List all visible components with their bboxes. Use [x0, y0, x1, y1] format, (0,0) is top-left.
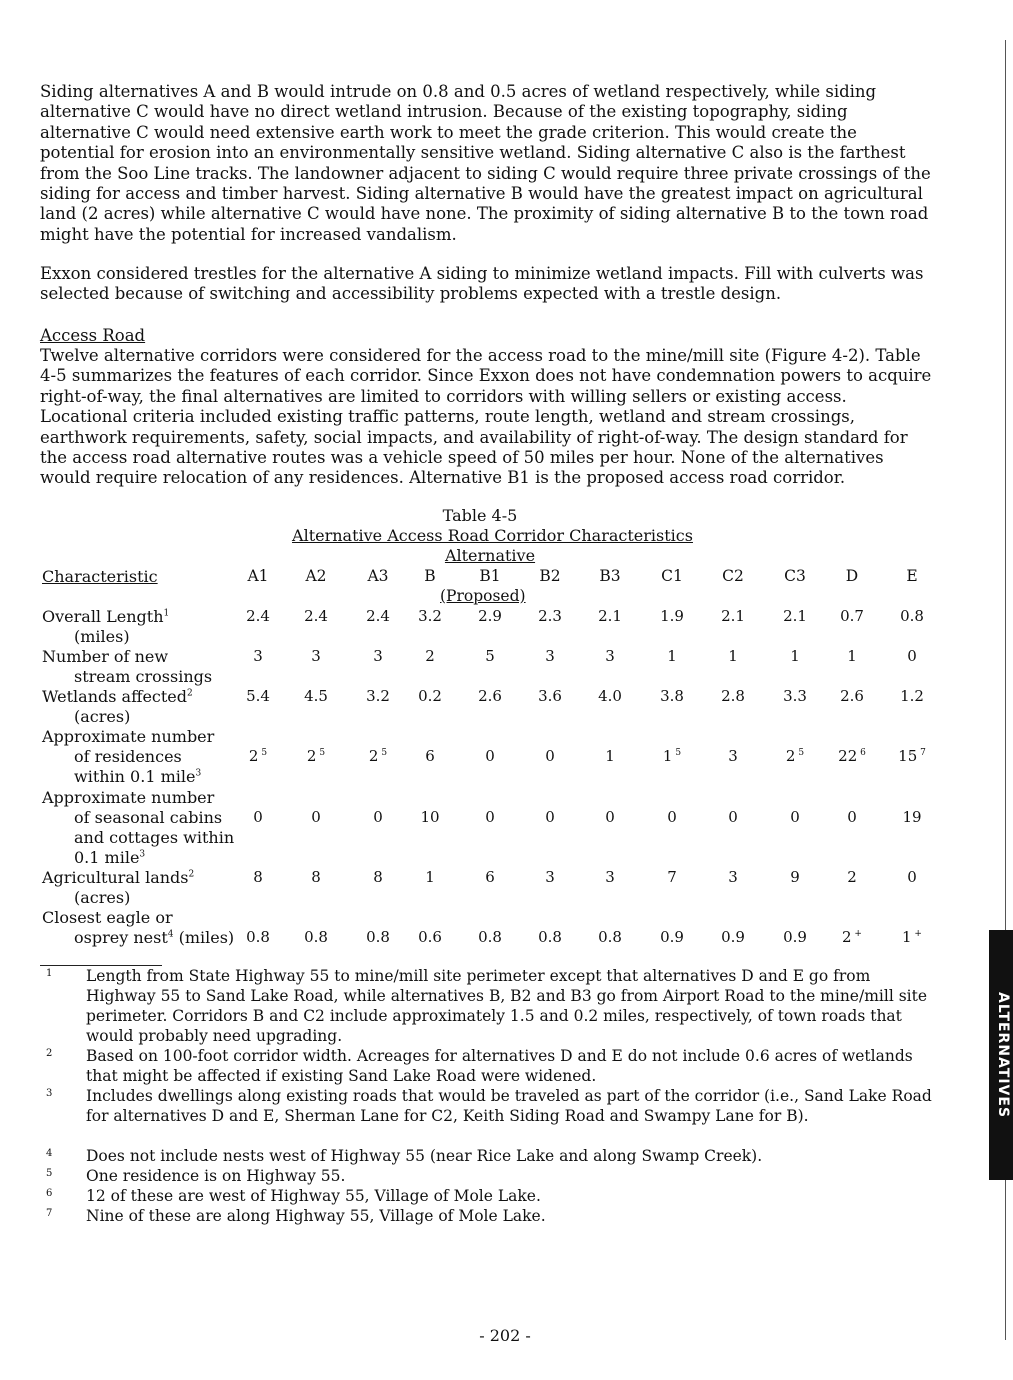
cell-value: 15: [898, 747, 918, 765]
row-label: [42, 868, 194, 908]
cell-value: 0: [253, 808, 263, 826]
cell-footnote-ref: 5: [378, 748, 388, 758]
cell-value: 3: [605, 647, 615, 665]
cell-value: 1.2: [900, 687, 924, 705]
table-cell: [525, 868, 575, 886]
row-label-line: Agricultural lands: [42, 868, 189, 887]
table-cell: [353, 647, 403, 665]
cell-value: 3: [373, 647, 383, 665]
column-header-b: B: [424, 567, 436, 585]
table-cell: [770, 687, 820, 705]
cell-value: 1: [605, 747, 615, 765]
table-cell: [405, 687, 455, 705]
cell-footnote-ref: +: [911, 929, 922, 939]
row-label-line: Approximate number: [42, 727, 215, 746]
table-cell: [770, 808, 820, 826]
table-cell: [405, 747, 455, 765]
table-cell: [233, 687, 283, 705]
table-cell: [770, 747, 820, 765]
table-number: Table 4-5: [442, 506, 518, 525]
cell-value: 10: [420, 808, 440, 826]
cell-value: 1: [667, 647, 677, 665]
table-cell: [525, 647, 575, 665]
table-cell: [708, 607, 758, 625]
cell-footnote-ref: 5: [316, 748, 326, 758]
row-label: [42, 908, 234, 948]
cell-value: 0.8: [366, 928, 390, 946]
footnote-text: Does not include nests west of Highway 55 (near Rice Lake and along Swamp Creek).: [86, 1147, 763, 1165]
row-label-line: (acres): [74, 707, 131, 726]
table-cell: [353, 928, 403, 946]
column-header-c3: C3: [784, 567, 806, 585]
access-road-paragraph: Twelve alternative corridors were considered for the access road to the mine/mill site (Figure 4-2). Table 4-5 summarizes the features of each corridor. Since Exxon does not have condemnation powers to acquire right-of-way, the final alternatives are limited to corridors with willing sellers or existing access. Locational criteria included existing traffic patterns, route length, wetland and stream crossings, earthwork requirements, safety, social impacts, and availability of right-of-way. The design standard for the access road alternative routes was a vehicle speed of 50 miles per hour. None of the alternatives would require relocation of any residences. Alternative B1 is the proposed access road corridor.: [40, 346, 932, 488]
footnote-text: Length from State Highway 55 to mine/mill site perimeter except that alternatives D and E go from Highway 55 to Sand Lake Road, while alternatives B, B2 and B3 go from Airport Road to the mine/mill site perimeter. Corridors B and C2 include approximately 1.5 and 0.2 miles, respectively, of town roads that would probably need upgrading.: [86, 967, 928, 1045]
cell-value: 1: [425, 868, 435, 886]
table-cell: [465, 808, 515, 826]
footnote-item: [40, 966, 940, 1046]
cell-value: 2: [248, 747, 259, 765]
table-cell: [585, 928, 635, 946]
footnote-ref: 3: [195, 768, 202, 779]
cell-value: 1: [902, 928, 912, 946]
table-cell: [770, 647, 820, 665]
cell-value: 3.3: [783, 687, 807, 705]
cell-value: 0.6: [418, 928, 442, 946]
table-cell: [708, 808, 758, 826]
cell-value: 3.8: [660, 687, 684, 705]
row-label-line: Number of new: [42, 647, 169, 666]
row-label-line: osprey nest: [74, 928, 168, 947]
table-cell: [465, 747, 515, 765]
table-cell: [291, 687, 341, 705]
table-cell: [233, 808, 283, 826]
table-cell: [887, 868, 937, 886]
column-header-c2: C2: [722, 567, 744, 585]
table-cell: [770, 868, 820, 886]
cell-value: 2.1: [721, 607, 745, 625]
proposed-label: (Proposed): [440, 587, 526, 605]
cell-value: 0: [485, 747, 495, 765]
table-cell: [525, 687, 575, 705]
cell-value: 0.9: [721, 928, 745, 946]
table-cell: [405, 607, 455, 625]
cell-value: 3: [605, 868, 615, 886]
column-header-a3: A3: [367, 567, 389, 585]
footnote-item: [40, 1146, 940, 1166]
footnote-mark: 3: [46, 1088, 53, 1099]
table-cell: [291, 647, 341, 665]
cell-value: 2: [306, 747, 317, 765]
footnote-mark: 1: [46, 968, 53, 979]
table-cell: [887, 607, 937, 625]
table-cell: [585, 687, 635, 705]
footnote-text: Based on 100-foot corridor width. Acreages for alternatives D and E do not include 0.6 acres of wetlands that might be affected if existing Sand Lake Road were widened.: [86, 1047, 913, 1085]
cell-footnote-ref: 6: [857, 748, 866, 758]
table-title: Alternative Access Road Corridor Characteristics: [292, 526, 693, 545]
cell-value: 5.4: [246, 687, 270, 705]
table-cell: [827, 747, 877, 765]
row-label: [42, 687, 193, 727]
table-cell: [353, 747, 403, 765]
column-header-d: D: [845, 567, 859, 585]
cell-value: 1: [728, 647, 738, 665]
column-header-b1: B1: [479, 567, 501, 585]
cell-value: 0: [605, 808, 615, 826]
cell-value: 0: [907, 647, 917, 665]
cell-value: 2: [785, 747, 796, 765]
footnote-ref: 1: [163, 608, 170, 619]
table-cell: [647, 868, 697, 886]
cell-value: 8: [311, 868, 321, 886]
row-label: [42, 727, 214, 787]
section-side-tab: [989, 930, 1013, 1180]
table-cell: [887, 687, 937, 705]
cell-value: 0: [545, 747, 555, 765]
table-cell: [827, 928, 877, 946]
alternative-group-header: Alternative: [444, 546, 536, 565]
footnote-item: [40, 1166, 940, 1186]
footnote-ref: 4: [167, 929, 174, 940]
cell-value: 0: [311, 808, 321, 826]
table-cell: [465, 647, 515, 665]
cell-value: 3: [545, 868, 555, 886]
table-cell: [525, 607, 575, 625]
cell-value: 3: [728, 747, 738, 765]
cell-value: 0.9: [660, 928, 684, 946]
cell-value: 6: [425, 747, 435, 765]
table-cell: [233, 607, 283, 625]
cell-value: 0: [790, 808, 800, 826]
table-cell: [647, 928, 697, 946]
table-cell: [708, 647, 758, 665]
table-cell: [827, 647, 877, 665]
row-label-line: Approximate number: [42, 788, 215, 807]
table-cell: [233, 747, 283, 765]
footnote-text: Nine of these are along Highway 55, Village of Mole Lake.: [86, 1207, 546, 1225]
row-label-line: and cottages within: [74, 828, 235, 847]
table-cell: [887, 747, 937, 765]
footnote-item: [40, 1206, 940, 1226]
table-cell: [647, 808, 697, 826]
cell-value: 0: [907, 868, 917, 886]
cell-value: 9: [790, 868, 800, 886]
footnote-item: [40, 1046, 940, 1086]
row-label-rest: (miles): [173, 928, 235, 947]
table-cell: [770, 607, 820, 625]
table-cell: [647, 687, 697, 705]
table-cell: [233, 647, 283, 665]
side-tab-label: ALTERNATIVES: [995, 991, 1011, 1119]
cell-value: 4.0: [598, 687, 622, 705]
cell-value: 0.9: [783, 928, 807, 946]
row-label-line: Wetlands affected: [42, 687, 188, 706]
access-road-heading: Access Road: [40, 326, 146, 345]
table-cell: [585, 747, 635, 765]
cell-value: 3: [545, 647, 555, 665]
column-header-c1: C1: [661, 567, 683, 585]
table-cell: [827, 687, 877, 705]
table-cell: [291, 747, 341, 765]
cell-value: 0.7: [840, 607, 864, 625]
cell-value: 22: [838, 747, 858, 765]
cell-value: 2.8: [721, 687, 745, 705]
table-cell: [405, 808, 455, 826]
cell-value: 2.4: [304, 607, 328, 625]
table-cell: [647, 607, 697, 625]
page-number: - 202 -: [479, 1326, 531, 1345]
footnote-ref: 3: [139, 849, 146, 860]
table-cell: [887, 647, 937, 665]
column-header-b3: B3: [599, 567, 621, 585]
table-cell: [465, 687, 515, 705]
table-cell: [233, 868, 283, 886]
cell-value: 0.8: [538, 928, 562, 946]
cell-value: 2: [847, 868, 857, 886]
table-cell: [405, 868, 455, 886]
footnote-ref: 2: [187, 688, 193, 699]
cell-value: 1: [790, 647, 800, 665]
cell-footnote-ref: 5: [795, 748, 805, 758]
row-label-line: (miles): [74, 627, 130, 646]
column-header-a2: A2: [305, 567, 327, 585]
cell-value: 5: [485, 647, 495, 665]
table-cell: [647, 747, 697, 765]
footnote-mark: 6: [46, 1188, 53, 1199]
footnote-text: 12 of these are west of Highway 55, Village of Mole Lake.: [86, 1187, 541, 1205]
row-label-line: (acres): [74, 888, 131, 907]
column-header-e: E: [906, 567, 918, 585]
table-cell: [585, 868, 635, 886]
row-label: [42, 607, 169, 647]
cell-value: 2: [842, 928, 852, 946]
footnote-ref: 2: [188, 869, 195, 880]
cell-value: 2.1: [598, 607, 622, 625]
table-cell: [405, 647, 455, 665]
cell-value: 3.2: [418, 607, 442, 625]
cell-value: 2.6: [840, 687, 864, 705]
table-cell: [525, 747, 575, 765]
cell-value: 0.8: [598, 928, 622, 946]
table-cell: [525, 808, 575, 826]
table-cell: [353, 607, 403, 625]
cell-footnote-ref: +: [851, 929, 862, 939]
cell-value: 2.4: [366, 607, 390, 625]
cell-value: 0.2: [418, 687, 442, 705]
table-cell: [291, 868, 341, 886]
footnote-mark: 4: [46, 1148, 53, 1159]
cell-value: 3: [253, 647, 263, 665]
table-cell: [708, 747, 758, 765]
table-cell: [708, 868, 758, 886]
table-cell: [887, 808, 937, 826]
table-cell: [585, 647, 635, 665]
table-cell: [291, 808, 341, 826]
table-cell: [827, 868, 877, 886]
cell-value: 2.3: [538, 607, 562, 625]
cell-value: 2.1: [783, 607, 807, 625]
table-cell: [585, 808, 635, 826]
trestle-paragraph: Exxon considered trestles for the alternative A siding to minimize wetland impacts. Fill with culverts was selected because of switching and accessibility problems expected with a trestle design.: [40, 264, 924, 304]
cell-value: 0.8: [478, 928, 502, 946]
cell-value: 2: [368, 747, 379, 765]
table-cell: [291, 928, 341, 946]
table-cell: [405, 928, 455, 946]
cell-value: 6: [485, 868, 495, 886]
cell-value: 2.9: [478, 607, 502, 625]
table-cell: [585, 607, 635, 625]
footnote-mark: 2: [46, 1048, 53, 1059]
row-label-line: Overall Length: [42, 607, 164, 626]
cell-value: 0: [373, 808, 383, 826]
cell-value: 0.8: [304, 928, 328, 946]
column-header-a1: A1: [247, 567, 269, 585]
table-cell: [465, 607, 515, 625]
cell-value: 0: [667, 808, 677, 826]
footnote-text: Includes dwellings along existing roads that would be traveled as part of the corridor (i.e., Sand Lake Road for alternatives D and E, Sherman Lane for C2, Keith Siding Road and Swampy Lane for B).: [86, 1087, 932, 1125]
cell-value: 3: [728, 868, 738, 886]
cell-value: 8: [373, 868, 383, 886]
cell-value: 0: [847, 808, 857, 826]
cell-value: 0.8: [900, 607, 924, 625]
footnote-mark: 5: [46, 1168, 53, 1179]
cell-value: 4.5: [304, 687, 328, 705]
siding-paragraph: Siding alternatives A and B would intrude on 0.8 and 0.5 acres of wetland respectively, while siding alternative C would have no direct wetland intrusion. Because of the existing topography, siding alternative C would need extensive earth work to meet the grade criterion. This would create the potential for erosion into an environmentally sensitive wetland. Siding alternative C also is the farthest from the Soo Line tracks. The landowner adjacent to siding C would require three private crossings of the siding for access and timber harvest. Siding alternative B would have the greatest impact on agricultural land (2 acres) while alternative C would have none. The proximity of siding alternative B to the town road might have the potential for increased vandalism.: [40, 82, 931, 244]
row-label-line: within 0.1 mile: [74, 767, 196, 786]
table-cell: [291, 607, 341, 625]
table-cell: [525, 928, 575, 946]
table-cell: [353, 808, 403, 826]
cell-value: 2: [425, 647, 435, 665]
table-cell: [770, 928, 820, 946]
footnote-text: One residence is on Highway 55.: [86, 1167, 346, 1185]
row-label: [42, 647, 212, 687]
row-label-line: Closest eagle or: [42, 908, 173, 927]
footnote-item: [40, 1186, 940, 1206]
table-cell: [465, 928, 515, 946]
cell-value: 8: [253, 868, 263, 886]
cell-value: 1: [662, 747, 673, 765]
table-cell: [233, 928, 283, 946]
cell-value: 0: [485, 808, 495, 826]
table-cell: [465, 868, 515, 886]
cell-value: 2.6: [478, 687, 502, 705]
cell-value: 3.6: [538, 687, 562, 705]
table-cell: [353, 868, 403, 886]
cell-footnote-ref: 5: [672, 748, 682, 758]
row-label-line: of residences: [74, 747, 182, 766]
table-cell: [887, 928, 937, 946]
footnote-item: [40, 1086, 940, 1126]
cell-footnote-ref: 5: [258, 748, 268, 758]
row-label-line: 0.1 mile: [74, 848, 140, 867]
characteristic-header: Characteristic: [42, 567, 158, 586]
table-cell: [647, 647, 697, 665]
footnote-mark: 7: [46, 1208, 53, 1219]
cell-footnote-ref: 7: [917, 748, 926, 758]
cell-value: 0.8: [246, 928, 270, 946]
cell-value: 3: [311, 647, 321, 665]
cell-value: 2.4: [246, 607, 270, 625]
cell-value: 3.2: [366, 687, 390, 705]
cell-value: 0: [728, 808, 738, 826]
cell-value: 7: [667, 868, 677, 886]
table-cell: [708, 687, 758, 705]
cell-value: 0: [545, 808, 555, 826]
table-cell: [827, 607, 877, 625]
row-label: [42, 788, 234, 868]
cell-value: 1: [847, 647, 857, 665]
table-cell: [827, 808, 877, 826]
cell-value: 1.9: [660, 607, 684, 625]
row-label-line: of seasonal cabins: [74, 808, 223, 827]
cell-value: 19: [902, 808, 922, 826]
table-cell: [353, 687, 403, 705]
table-cell: [708, 928, 758, 946]
row-label-line: stream crossings: [74, 667, 213, 686]
column-header-b2: B2: [539, 567, 561, 585]
